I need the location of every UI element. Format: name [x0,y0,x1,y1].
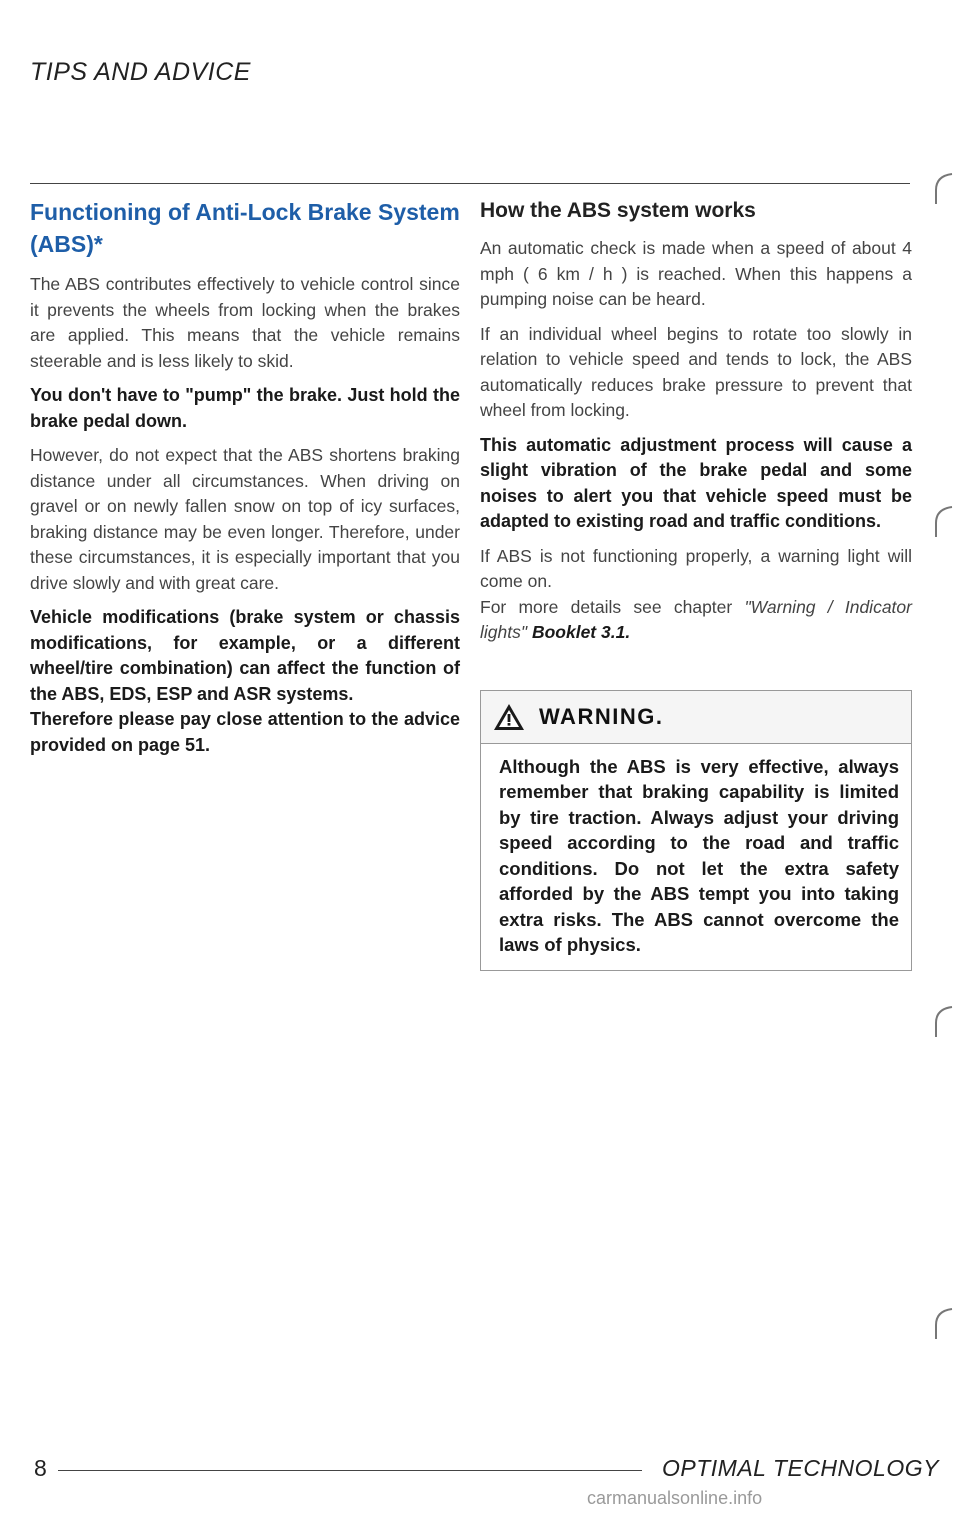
edge-mark [932,1005,954,1039]
warning-label: WARNING. [539,703,664,729]
wheel-lock-paragraph: If an individual wheel begins to rotate too slowly in relation to vehicle speed and tends to lock, the ABS automatically reduces brake pressure to prevent that wheel from locking. [480,323,912,420]
warning-triangle-icon [493,703,525,731]
warning-header [481,691,911,744]
page-reference-note: Therefore please pay close attention to the advice provided on page 51. [30,709,460,755]
edge-mark [932,172,954,206]
automatic-check-paragraph: An automatic check is made when a speed of about 4 mph ( 6 km / h ) is reached. When this happens a pumping noise can be heard. [480,238,912,309]
top-divider [30,183,910,184]
watermark: carmanualsonline.info [587,1488,763,1508]
pump-brake-note: You don't have to "pump" the brake. Just hold the brake pedal down. [30,385,460,431]
right-column [480,196,912,971]
vehicle-modifications-note: Vehicle modifications (brake system or chassis modifications, for example, or a different wheel/tire combination) can affect the function of the ABS, EDS, ESP and ASR systems. [30,607,460,704]
chapter-reference [480,595,912,646]
footer-section-title: OPTIMAL TECHNOLOGY [662,1455,939,1481]
braking-distance-paragraph: However, do not expect that the ABS shortens braking distance under all circumstances. When driving on gravel or on newly fallen snow on top of icy surfaces, braking distance may be even longer. Therefore, under these circumstances, it is especially important that you drive slowly and with great care. [30,445,460,593]
chapter-reference-title: "Warning / Indicator lights" [480,596,912,642]
adjustment-process-note: This automatic adjustment process will cause a slight vibration of the brake pedal and some noises to alert you that vehicle speed must be adapted to existing road and traffic conditions. [480,434,912,531]
warning-box [480,690,912,971]
section-title: Functioning of Anti-Lock Brake System (ABS)* [30,199,460,257]
running-header: TIPS AND ADVICE [30,58,251,86]
edge-mark [932,505,954,539]
page-number: 8 [34,1455,47,1481]
abs-warning-light-paragraph: If ABS is not functioning properly, a warning light will come on. [480,545,912,591]
warning-text: Although the ABS is very effective, always remember that braking capability is limited by tire traction. Always adjust your driving speed according to the road and traffic conditions. Do not let the extra safety afforded by the ABS tempt you into taking extra risks. The ABS cannot overcome the laws of physics. [499,755,899,955]
booklet-reference: Booklet 3.1. [531,622,631,642]
abs-works-subtitle: How the ABS system works [480,199,756,222]
left-column [30,196,460,767]
footer-divider [58,1470,642,1471]
chapter-reference-prefix: For more details see chapter [480,596,745,617]
abs-intro-paragraph: The ABS contributes effectively to vehicle control since it prevents the wheels from locking when the brakes are applied. This means that the vehicle remains steerable and is less likely to skid. [30,274,460,371]
edge-mark [932,1307,954,1341]
